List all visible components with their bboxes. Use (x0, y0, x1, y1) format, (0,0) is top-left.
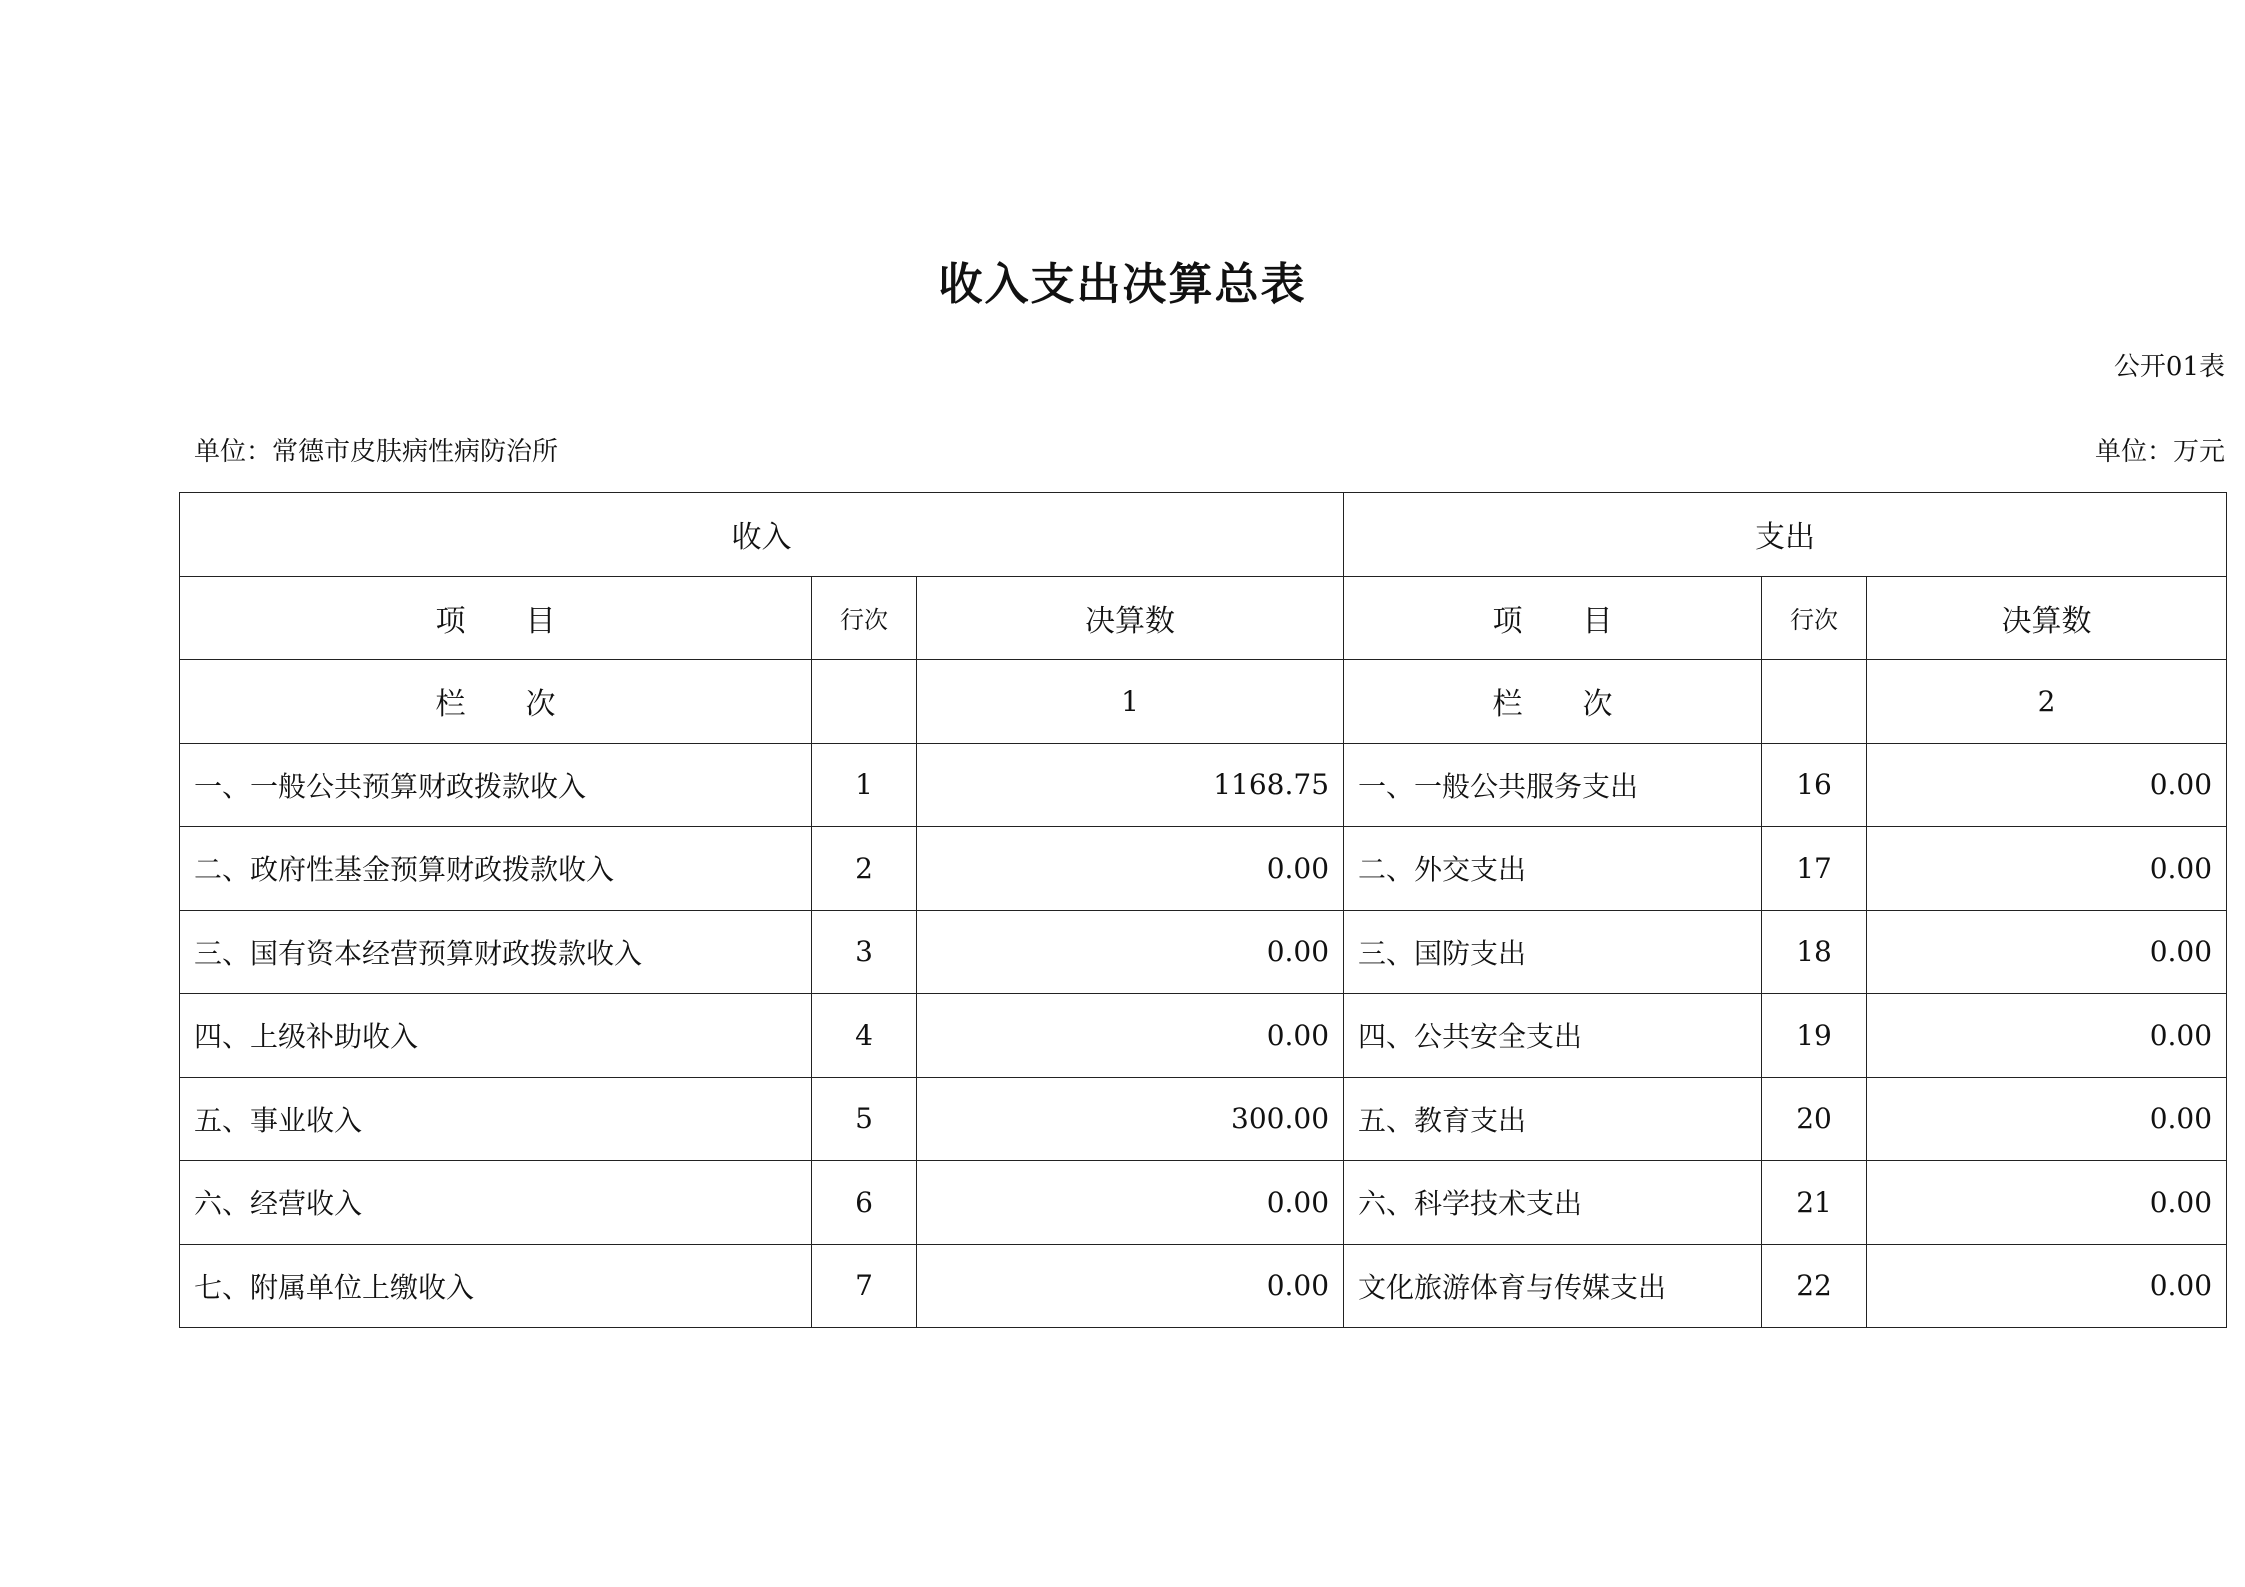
form-number: 公开01表 (2113, 352, 2225, 382)
expense-row-no-cell: 20 (1762, 1077, 1867, 1161)
expense-item-cell: 六、科学技术支出 (1344, 1161, 1762, 1245)
income-column-blank (812, 660, 917, 744)
table-row (180, 1244, 2227, 1328)
table-row (180, 827, 2227, 911)
income-row-no-cell: 6 (812, 1161, 917, 1245)
income-amount-cell: 0.00 (917, 910, 1344, 994)
income-item-cell: 一、一般公共预算财政拨款收入 (180, 743, 812, 827)
expense-column-index: 2 (1867, 660, 2227, 744)
unit-currency: 单位：万元 (2094, 437, 2225, 467)
table-row (180, 1077, 2227, 1161)
expense-row-no-cell: 21 (1762, 1161, 1867, 1245)
expense-item-header: 项 目 (1344, 576, 1762, 660)
income-row-no-cell: 1 (812, 743, 917, 827)
income-amount-cell: 1168.75 (917, 743, 1344, 827)
income-row-no-cell: 4 (812, 994, 917, 1078)
income-expense-table (179, 492, 2227, 1328)
income-row-no-cell: 3 (812, 910, 917, 994)
expense-item-cell: 三、国防支出 (1344, 910, 1762, 994)
income-amount-cell: 0.00 (917, 1161, 1344, 1245)
expense-amount-cell: 0.00 (1867, 827, 2227, 911)
income-item-cell: 七、附属单位上缴收入 (180, 1244, 812, 1328)
income-item-header: 项 目 (180, 576, 812, 660)
income-row-no-header: 行次 (812, 576, 917, 660)
income-amount-cell: 0.00 (917, 827, 1344, 911)
unit-organization: 单位：常德市皮肤病性病防治所 (194, 437, 559, 467)
income-row-no-cell: 5 (812, 1077, 917, 1161)
expense-item-cell: 二、外交支出 (1344, 827, 1762, 911)
expense-column-label: 栏 次 (1344, 660, 1762, 744)
expense-row-no-cell: 19 (1762, 994, 1867, 1078)
table-row (180, 743, 2227, 827)
income-item-cell: 二、政府性基金预算财政拨款收入 (180, 827, 812, 911)
expense-row-no-cell: 22 (1762, 1244, 1867, 1328)
expense-amount-cell: 0.00 (1867, 1244, 2227, 1328)
expense-amount-cell: 0.00 (1867, 994, 2227, 1078)
income-column-label: 栏 次 (180, 660, 812, 744)
column-index-row (180, 660, 2227, 744)
expense-amount-cell: 0.00 (1867, 1077, 2227, 1161)
expense-item-cell: 四、公共安全支出 (1344, 994, 1762, 1078)
income-item-cell: 三、国有资本经营预算财政拨款收入 (180, 910, 812, 994)
table-row (180, 910, 2227, 994)
column-header-row (180, 576, 2227, 660)
income-column-index: 1 (917, 660, 1344, 744)
income-section-header: 收入 (180, 493, 1344, 577)
income-item-cell: 六、经营收入 (180, 1161, 812, 1245)
table-row (180, 1161, 2227, 1245)
expense-row-no-cell: 17 (1762, 827, 1867, 911)
expense-row-no-cell: 16 (1762, 743, 1867, 827)
expense-row-no-cell: 18 (1762, 910, 1867, 994)
page-title: 收入支出决算总表 (938, 259, 1307, 310)
expense-column-blank (1762, 660, 1867, 744)
income-item-cell: 四、上级补助收入 (180, 994, 812, 1078)
expense-amount-cell: 0.00 (1867, 1161, 2227, 1245)
income-amount-cell: 300.00 (917, 1077, 1344, 1161)
section-header-row (180, 493, 2227, 577)
income-row-no-cell: 7 (812, 1244, 917, 1328)
income-item-cell: 五、事业收入 (180, 1077, 812, 1161)
table-row (180, 994, 2227, 1078)
expense-amount-cell: 0.00 (1867, 910, 2227, 994)
expense-item-cell: 一、一般公共服务支出 (1344, 743, 1762, 827)
expense-amount-header: 决算数 (1867, 576, 2227, 660)
income-amount-header: 决算数 (917, 576, 1344, 660)
expense-row-no-header: 行次 (1762, 576, 1867, 660)
expense-item-cell: 文化旅游体育与传媒支出 (1344, 1244, 1762, 1328)
income-amount-cell: 0.00 (917, 994, 1344, 1078)
income-amount-cell: 0.00 (917, 1244, 1344, 1328)
expense-section-header: 支出 (1344, 493, 2227, 577)
expense-item-cell: 五、教育支出 (1344, 1077, 1762, 1161)
income-row-no-cell: 2 (812, 827, 917, 911)
expense-amount-cell: 0.00 (1867, 743, 2227, 827)
